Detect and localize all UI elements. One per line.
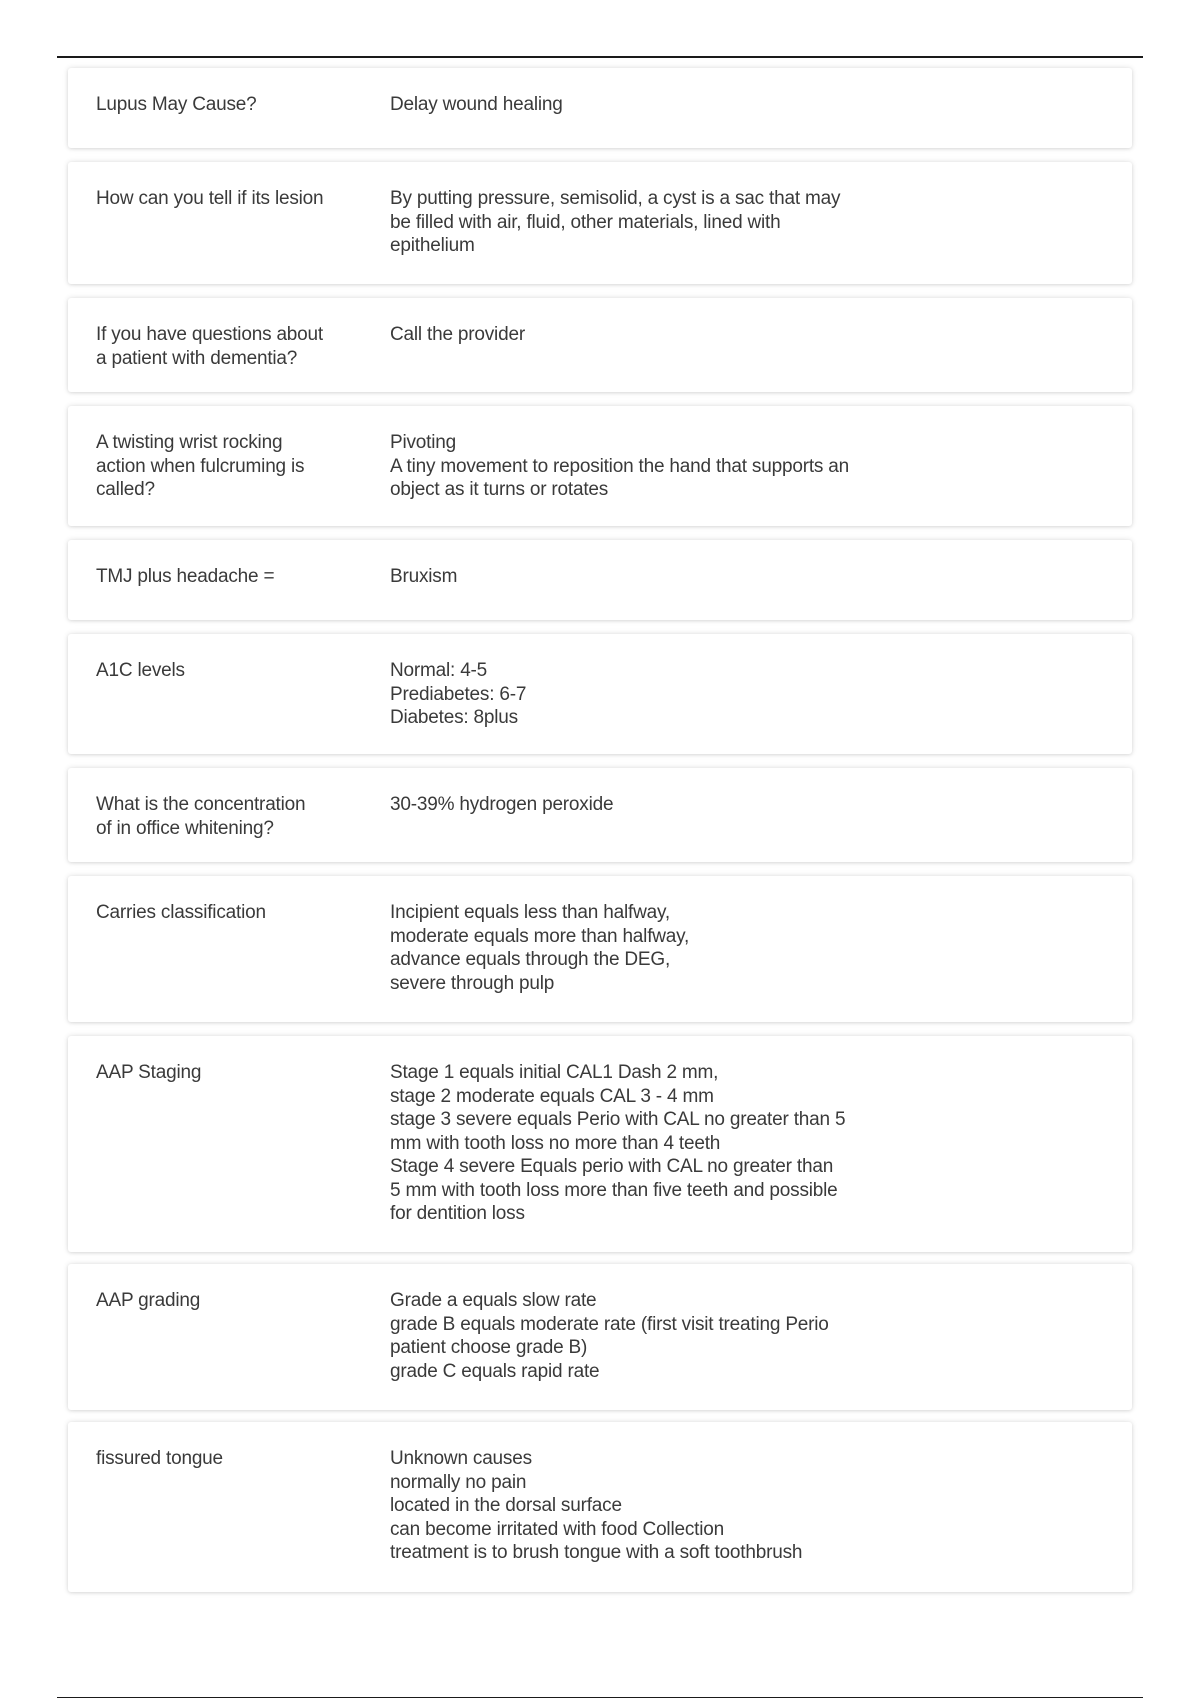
top-rule [57,56,1143,58]
flashcard [68,876,1132,1022]
flashcard [68,634,1132,754]
flashcard [68,768,1132,862]
card-definition: Call the provider [390,324,525,345]
card-definition: Delay wound healing [390,94,563,115]
card-definition: Grade a equals slow rate grade B equals moderate rate (first visit treating Perio patient choose grade B) grade C equals rapid rate [390,1290,829,1382]
card-definition: Unknown causes normally no pain located in the dorsal surface can become irritated with food Collection treatment is to brush tongue with a soft toothbrush [390,1448,803,1563]
flashcard [68,406,1132,526]
card-definition: Incipient equals less than halfway, moderate equals more than halfway, advance equals through the DEG, severe through pulp [390,902,690,994]
card-term: AAP Staging [96,1062,202,1083]
card-definition: By putting pressure, semisolid, a cyst is a sac that may be filled with air, fluid, other materials, lined with epithelium [390,188,841,256]
flashcard [68,1036,1132,1252]
card-term: Lupus May Cause? [96,94,257,115]
flashcard [68,68,1132,148]
flashcard [68,298,1132,392]
card-term: AAP grading [96,1290,201,1311]
card-definition: Normal: 4-5 Prediabetes: 6-7 Diabetes: 8plus [390,660,527,728]
card-definition: Bruxism [390,566,458,587]
card-term: A1C levels [96,660,185,681]
card-term: What is the concentration of in office whitening? [96,794,306,839]
card-term: Carries classification [96,902,266,923]
card-term: fissured tongue [96,1448,223,1469]
card-term: A twisting wrist rocking action when fulcruming is called? [96,432,305,500]
flashcard [68,1264,1132,1410]
flashcard [68,540,1132,620]
flashcard [68,162,1132,284]
card-term: If you have questions about a patient with dementia? [96,324,323,369]
card-definition: Stage 1 equals initial CAL1 Dash 2 mm, stage 2 moderate equals CAL 3 - 4 mm stage 3 severe equals Perio with CAL no greater than 5 mm with tooth loss no more than 4 teeth Stage 4 severe Equals perio with CAL no greater than 5 mm with tooth loss more than five teeth and possible for dentition loss [390,1062,846,1224]
card-definition: 30-39% hydrogen peroxide [390,794,614,815]
bottom-rule [57,1697,1143,1698]
card-term: How can you tell if its lesion [96,188,324,209]
flashcard [68,1422,1132,1592]
card-definition: Pivoting A tiny movement to reposition the hand that supports an object as it turns or rotates [390,432,850,500]
card-term: TMJ plus headache = [96,566,275,587]
